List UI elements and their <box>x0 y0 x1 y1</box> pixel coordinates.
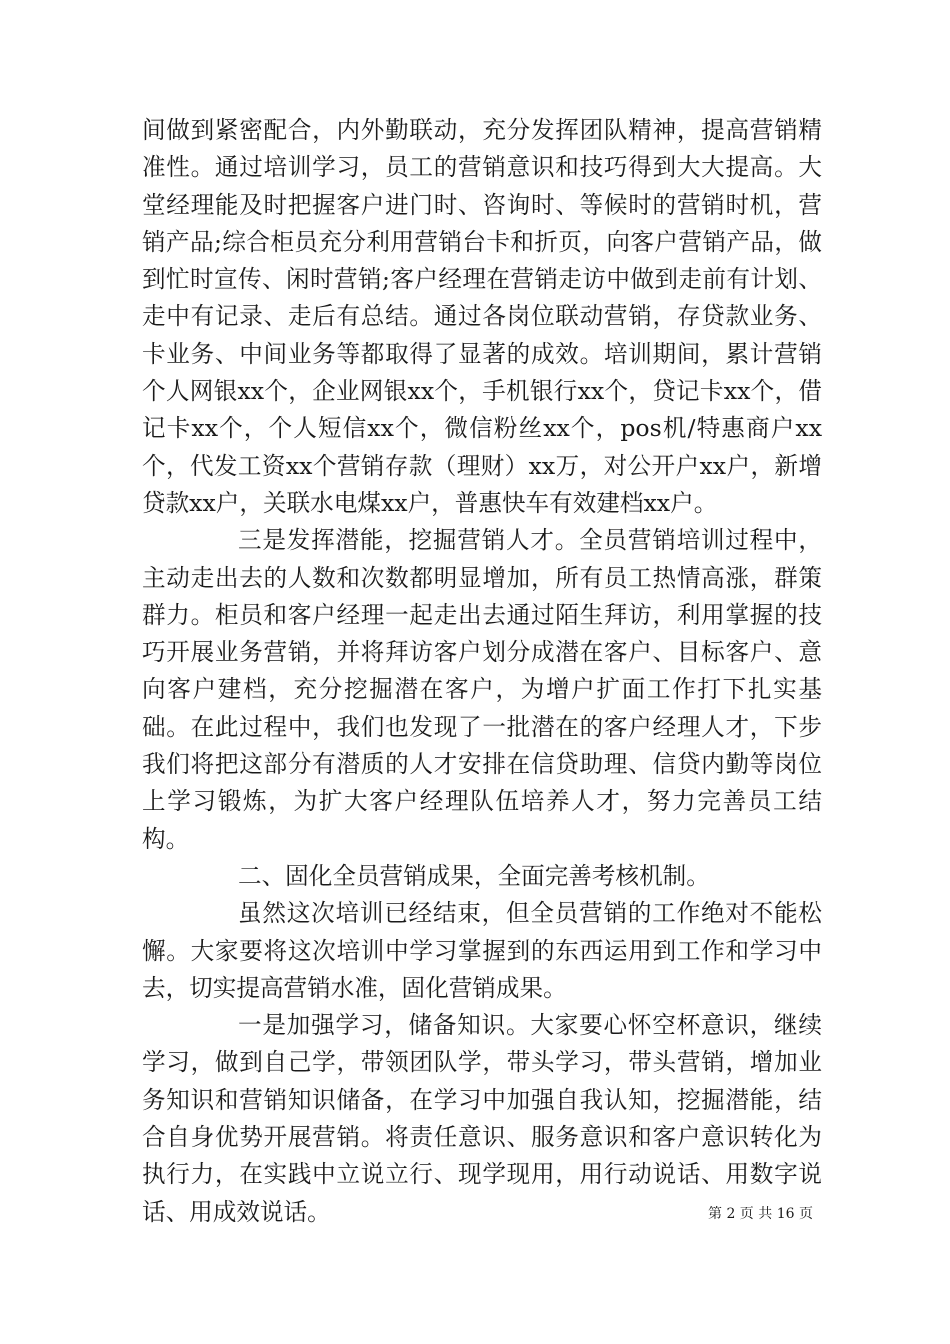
paragraph-3: 虽然这次培训已经结束，但全员营销的工作绝对不能松懈。大家要将这次培训中学习掌握到的东西运用到工作和学习中去，切实提高营销水准，固化营销成果。 <box>142 899 822 1002</box>
document-body <box>142 112 822 1231</box>
page-number-footer: 第 2 页 共 16 页 <box>708 1206 813 1222</box>
paragraph-4: 一是加强学习，储备知识。大家要心怀空杯意识，继续学习，做到自己学，带领团队学，带头学习，带头营销，增加业务知识和营销知识储备，在学习中加强自我认知，挖掘潜能，结合自身优势开展营销。将责任意识、服务意识和客户意识转化为执行力，在实践中立说立行、现学现用，用行动说话、用数字说话、用成效说话。 <box>142 1011 822 1226</box>
paragraph-2: 三是发挥潜能，挖掘营销人才。全员营销培训过程中，主动走出去的人数和次数都明显增加，所有员工热情高涨，群策群力。柜员和客户经理一起走出去通过陌生拜访，利用掌握的技巧开展业务营销，并将拜访客户划分成潜在客户、目标客户、意向客户建档，充分挖掘潜在客户，为增户扩面工作打下扎实基础。在此过程中，我们也发现了一批潜在的客户经理人才，下步我们将把这部分有潜质的人才安排在信贷助理、信贷内勤等岗位上学习锻炼，为扩大客户经理队伍培养人才，努力完善员工结构。 <box>142 526 822 853</box>
paragraph-1: 间做到紧密配合，内外勤联动，充分发挥团队精神，提高营销精准性。通过培训学习，员工的营销意识和技巧得到大大提高。大堂经理能及时把握客户进门时、咨询时、等候时的营销时机，营销产品;综合柜员充分利用营销台卡和折页，向客户营销产品，做到忙时宣传、闲时营销;客户经理在营销走访中做到走前有计划、走中有记录、走后有总结。通过各岗位联动营销，存贷款业务、卡业务、中间业务等都取得了显著的成效。培训期间，累计营销个人网银xx个，企业网银xx个，手机银行xx个，贷记卡xx个，借记卡xx个，个人短信xx个，微信粉丝xx个，pos机/特惠商户xx个，代发工资xx个营销存款（理财）xx万，对公开户xx户，新增贷款xx户，关联水电煤xx户，普惠快车有效建档xx户。 <box>142 116 822 517</box>
section-heading: 二、固化全员营销成果，全面完善考核机制。 <box>238 861 710 890</box>
